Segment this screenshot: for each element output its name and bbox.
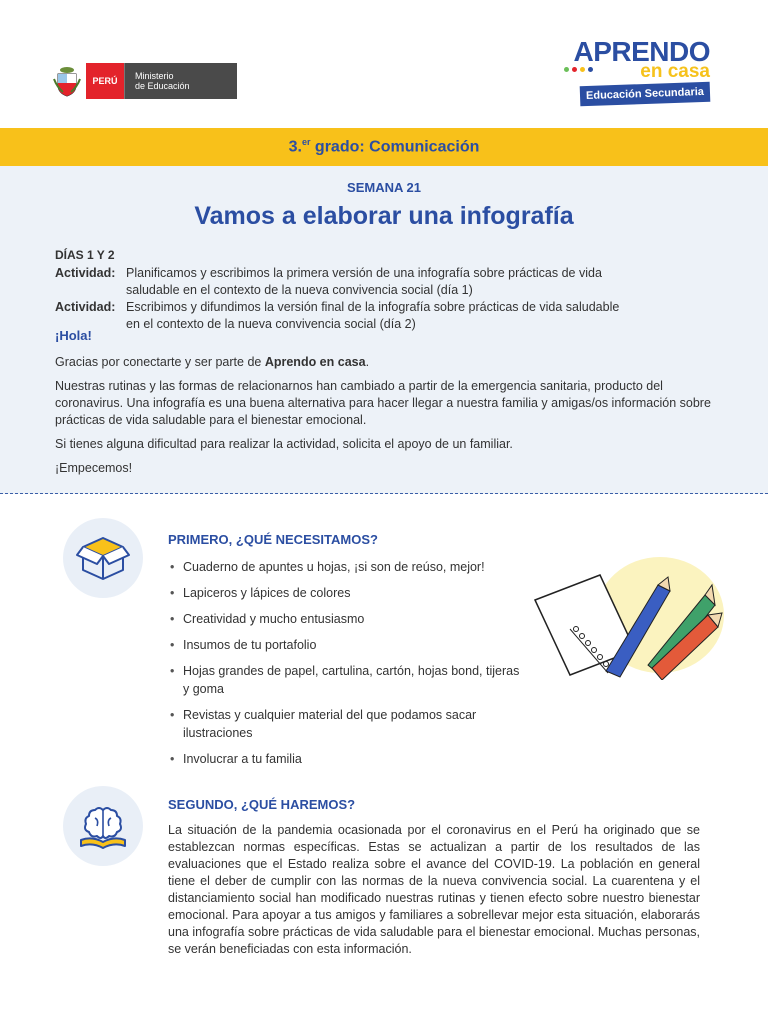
activity-2 [55, 299, 715, 333]
grade-title [289, 137, 480, 156]
help-paragraph: Si tienes alguna dificultad para realizar la actividad, solicita el apoyo de un familiar. [55, 437, 513, 451]
second-body: La situación de la pandemia ocasionada por el coronavirus en el Perú ha originado que se establezcan normas específicas. Estas se actualizan a partir de los resultados de las evaluaciones que el Estado realiza sobre el avance del COVID-19. La población en general tiene el deber de cumplir con las normas de la nueva convivencia social. La cuarentena y el distanciamiento social han modificado nuestras rutinas y tienen efecto sobre nuestro bienestar emocional. Para apoyar a tus amigos y familiares a sobrellevar mejor esta situación, elaborarás una infografía sobre prácticas de vida saludable para el bienestar emocional. Muchas personas, se verán beneficiadas con esta información. [168, 823, 700, 956]
days-label: DÍAS 1 Y 2 [55, 248, 115, 262]
page-header [0, 0, 768, 128]
brand-level: Educación Secundaria [580, 82, 711, 107]
list-item: • Insumos de tu portafolio [168, 636, 528, 654]
grade-rest: grado: Comunicación [310, 138, 480, 156]
thanks-paragraph [55, 354, 720, 371]
activity-text: Escribimos y difundimos la versión final de la infografía sobre prácticas de vida saludable [126, 300, 620, 314]
ministry-label [124, 63, 237, 99]
notebook-pencils-illustration [530, 555, 730, 680]
ministry-line-1: Ministerio [135, 71, 174, 81]
grade-number: 3. [288, 138, 302, 156]
thanks-pre: Gracias por conectarte y ser parte de [55, 355, 265, 369]
list-item: • Revistas y cualquier material del que podamos sacar ilustraciones [168, 706, 528, 742]
activity-text-2: en el contexto de la nueva convivencia social (día 2) [126, 317, 416, 331]
greeting: ¡Hola! [55, 328, 92, 343]
activity-text: Planificamos y escribimos la primera versión de una infografía sobre prácticas de vida [126, 266, 602, 280]
intro-section [0, 166, 768, 494]
list-item: • Hojas grandes de papel, cartulina, cartón, hojas bond, tijeras y goma [168, 662, 528, 698]
list-item: • Involucrar a tu familia [168, 750, 528, 768]
activity-1 [55, 265, 715, 299]
first-heading: PRIMERO, ¿QUÉ NECESITAMOS? [168, 532, 378, 547]
brand-main: APRENDO [573, 36, 710, 67]
thanks-bold: Aprendo en casa [264, 355, 366, 369]
brand-dots-icon [564, 67, 593, 72]
page-title: Vamos a elaborar una infografía [194, 202, 574, 230]
grade-suffix: er [301, 137, 311, 148]
activity-label: Actividad: [55, 266, 116, 280]
list-item: • Creatividad y mucho entusiasmo [168, 610, 528, 628]
activity-label: Actividad: [55, 300, 116, 314]
grade-bar [0, 128, 768, 166]
section-divider [0, 493, 768, 494]
thanks-post: . [365, 355, 370, 369]
start-paragraph: ¡Empecemos! [55, 461, 133, 475]
second-heading: SEGUNDO, ¿QUÉ HAREMOS? [168, 797, 356, 812]
box-icon [63, 518, 143, 598]
list-item: • Lapiceros y lápices de colores [168, 584, 528, 602]
aprendo-en-casa-logo [562, 38, 710, 108]
list-item: • Cuaderno de apuntes u hojas, ¡si son de reúso, mejor! [168, 558, 528, 576]
intro-paragraph: Nuestras rutinas y las formas de relacionarnos han cambiado a partir de la emergencia sanitaria, producto del coronavirus. Una infografía es una buena alternativa para hacer llegar a nuestra familia y amigas/os información sobre prácticas de vida saludable para el bienestar emocional. [55, 379, 711, 427]
government-logo [52, 63, 237, 99]
activity-text-2: saludable en el contexto de la nueva convivencia social (día 1) [126, 283, 473, 297]
brand-sub: en casa [640, 61, 710, 82]
ministry-line-2: de Educación [135, 81, 190, 91]
brain-book-icon [63, 786, 143, 866]
coat-of-arms-icon [52, 63, 82, 99]
peru-label: PERÚ [86, 63, 124, 99]
materials-list [168, 558, 528, 776]
week-label: SEMANA 21 [347, 180, 421, 195]
